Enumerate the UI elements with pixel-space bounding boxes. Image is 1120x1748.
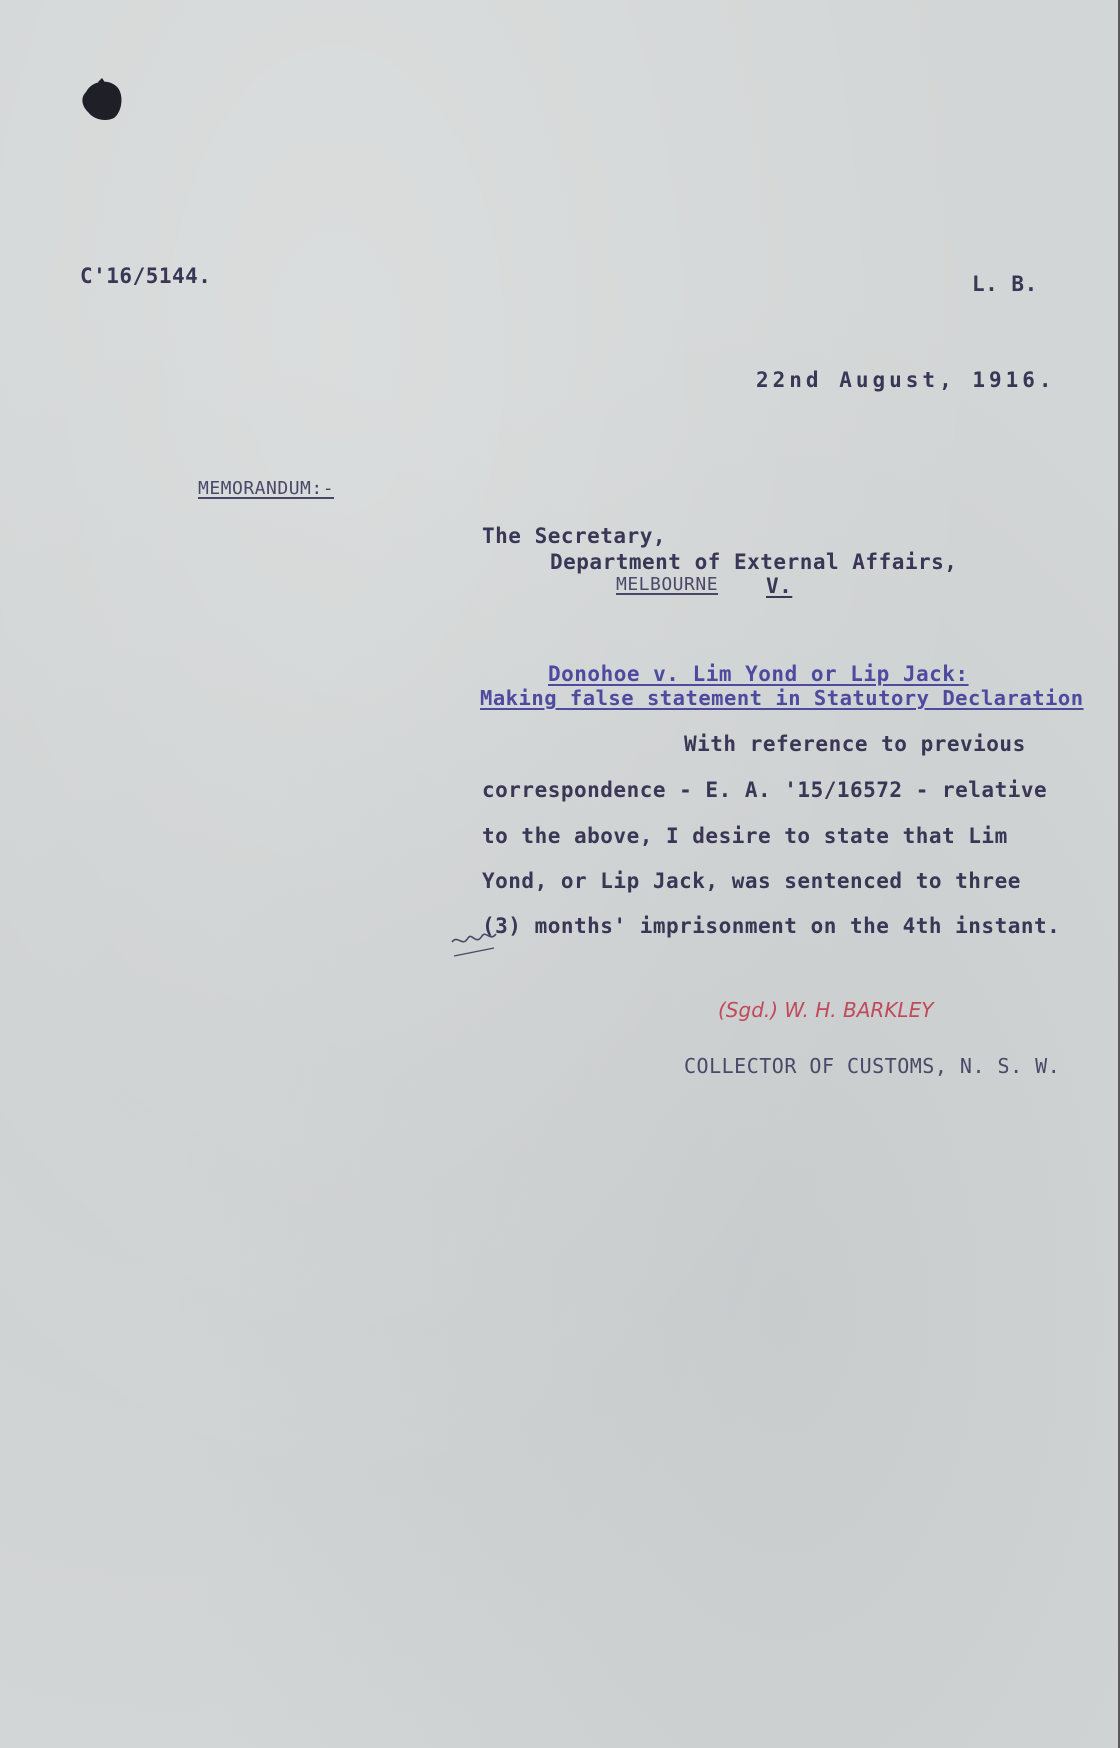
ink-blot: [80, 78, 128, 122]
subject-line-1: Donohoe v. Lim Yond or Lip Jack:: [548, 662, 969, 686]
body-line-1: With reference to previous: [684, 732, 1026, 756]
addressee-city: MELBOURNE: [616, 574, 719, 595]
reference-number: C'16/5144.: [80, 264, 212, 288]
memorandum-heading: MEMORANDUM:-: [198, 478, 335, 499]
addressee-state: V.: [766, 574, 793, 598]
office-code: L. B.: [972, 272, 1038, 296]
addressee-line-1: The Secretary,: [482, 524, 667, 548]
body-line-4: Yond, or Lip Jack, was sentenced to three: [482, 869, 1021, 893]
body-line-3: to the above, I desire to state that Lim: [482, 824, 1008, 848]
body-line-2: correspondence - E. A. '15/16572 - relative: [482, 778, 1048, 802]
signature-stamp: (Sgd.) W. H. BARKLEY: [718, 998, 934, 1022]
addressee-line-2: Department of External Affairs,: [550, 550, 958, 574]
subject-line-2: Making false statement in Statutory Declaration: [480, 686, 1084, 710]
handwritten-initials-mark: [448, 922, 500, 962]
letter-date: 22nd August, 1916.: [756, 368, 1056, 392]
signatory-title: COLLECTOR OF CUSTOMS, N. S. W.: [684, 1054, 1061, 1078]
body-line-5: (3) months' imprisonment on the 4th instant.: [482, 914, 1061, 938]
paper-watermark-left: [60, 1675, 114, 1700]
